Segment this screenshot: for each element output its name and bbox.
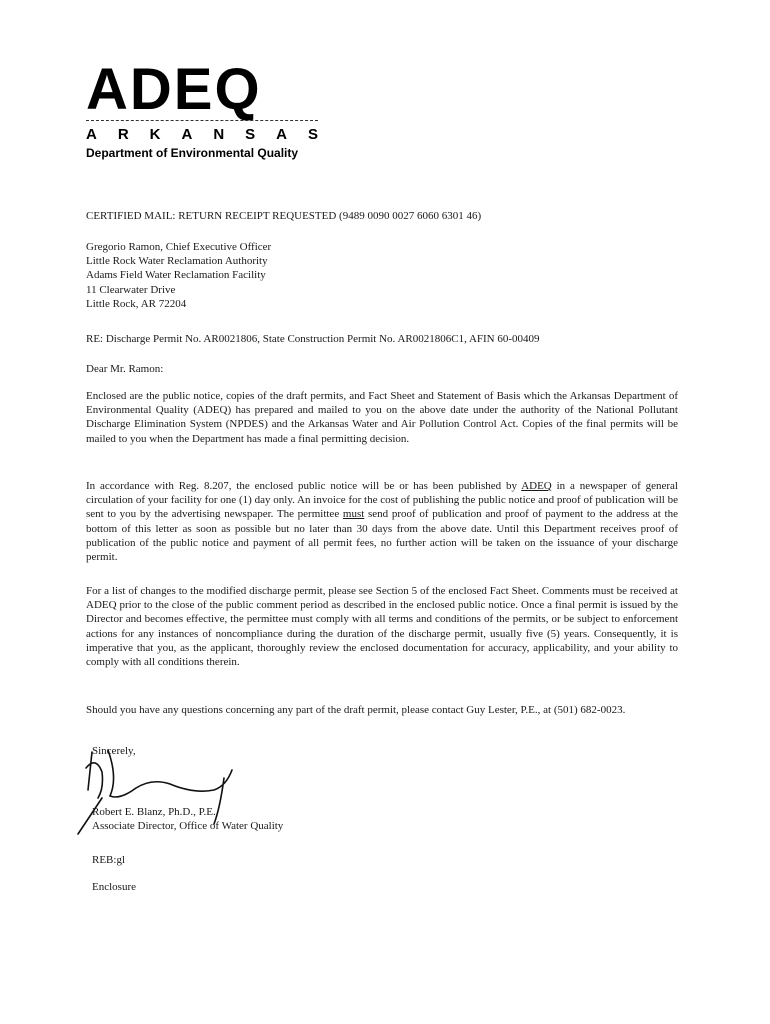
signer-block xyxy=(92,805,684,833)
recipient-street: 11 Clearwater Drive xyxy=(86,283,176,296)
paragraph-2-part-3: send proof of publication and proof of payment to the address at the bottom of this letter as soon as possible but no later than 30 days from the above date. Until this Department receives proof of publication of the public notice and payment of all permit fees, no further action will be taken on the issuance of your discharge permit. xyxy=(86,508,678,564)
recipient-org: Little Rock Water Reclamation Authority xyxy=(86,255,268,268)
state-letter: K xyxy=(149,126,161,143)
state-letter: N xyxy=(213,126,225,143)
state-letter: S xyxy=(307,126,318,143)
recipient-address xyxy=(86,240,678,311)
salutation: Dear Mr. Ramon: xyxy=(86,363,164,375)
initials: REB:gl xyxy=(92,854,126,866)
adeq-underlined: ADEQ xyxy=(521,480,552,492)
state-letter: R xyxy=(117,126,129,143)
must-underlined: must xyxy=(342,508,365,521)
recipient-facility: Adams Field Water Reclamation Facility xyxy=(86,269,266,282)
re-line: RE: Discharge Permit No. AR0021806, State Construction Permit No. AR0021806C1, AFIN 60-00409 xyxy=(86,333,540,345)
mail-line: CERTIFIED MAIL: RETURN RECEIPT REQUESTED (9489 0090 0027 6060 6301 46) xyxy=(86,210,482,222)
recipient-name: Gregorio Ramon, Chief Executive Officer xyxy=(86,241,272,253)
logo-department: Department of Environmental Quality xyxy=(86,146,299,160)
logo-wordmark: ADEQ xyxy=(86,57,262,122)
state-letter: A xyxy=(276,126,287,143)
state-letter: A xyxy=(86,126,97,143)
paragraph-2 xyxy=(86,479,678,564)
paragraph-4: Should you have any questions concerning any part of the draft permit, please contact Guy Lester, P.E., at (501) 682-0023. xyxy=(86,704,626,716)
paragraph-1: Enclosed are the public notice, copies of the draft permits, and Fact Sheet and Statement of Basis which the Arkansas Department of Environmental Quality (ADEQ) has prepared and mailed to you on the above date under the authority of the National Pollutant Discharge Elimination System (NPDES) and the Arkansas Water and Air Pollution Control Act. Copies of the final permits will be mailed to you when the Department has made a final permitting decision. xyxy=(86,390,678,445)
state-letter: A xyxy=(181,126,193,143)
enclosure: Enclosure xyxy=(92,881,136,893)
signer-name: Robert E. Blanz, Ph.D., P.E. xyxy=(92,806,216,818)
recipient-city: Little Rock, AR 72204 xyxy=(86,297,187,310)
paragraph-3: For a list of changes to the modified discharge permit, please see Section 5 of the enclosed Fact Sheet. Comments must be received at ADEQ prior to the close of the public comment period as described in the enclosed public notice. Once a final permit is issued by the Director and becomes effective, the permittee must comply with all terms and conditions of the permits, or be subject to enforcement actions for any instances of noncompliance during the duration of the discharge permit, usually five (5) years. Consequently, it is imperative that you, as the applicant, thoroughly review the enclosed documentation for accuracy, applicability, and your ability to comply with all conditions therein. xyxy=(86,585,678,669)
paragraph-2-part-2: in a newspaper of general circulation of your facility for one (1) day only. An invoice for the cost of publishing the public notice and proof of publication will be sent to you by the advertising newspaper. The permittee xyxy=(86,480,678,521)
adeq-logo xyxy=(86,57,346,160)
logo-divider xyxy=(86,120,318,121)
closing: Sincerely, xyxy=(92,745,136,757)
paragraph-2-part-1: In accordance with Reg. 8.207, the enclosed public notice will be or has been published by xyxy=(86,480,522,492)
signer-title: Associate Director, Office of Water Quality xyxy=(92,820,284,833)
state-letter: S xyxy=(245,126,256,143)
logo-state-name xyxy=(86,126,318,143)
